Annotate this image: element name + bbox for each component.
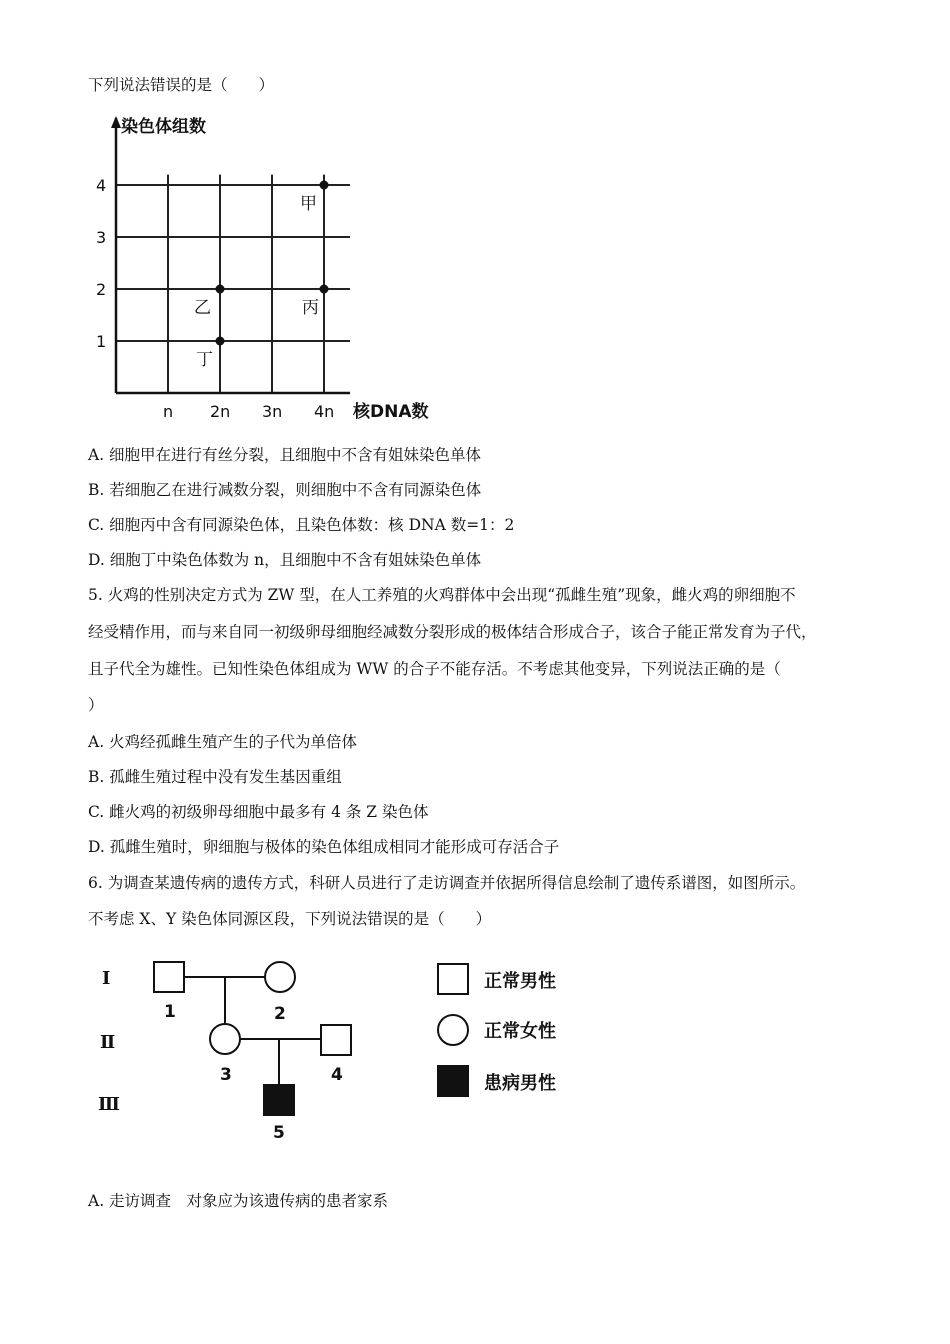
q4-option-b: B. 若细胞乙在进行减数分裂，则细胞中不含有同源染色体 (88, 481, 482, 499)
legend-affected-male-icon (438, 1066, 468, 1096)
q5-stem-line-4: ） (88, 696, 104, 714)
generation-label-3: Ⅲ (98, 1094, 120, 1115)
x-tick-label: 3n (262, 402, 283, 421)
q5-stem-line-2: 经受精作用，而与来自同一初级卵母细胞经减数分裂形成的极体结合形成合子，该合子能正常发育为子代， (88, 623, 817, 641)
point-甲 (320, 181, 329, 190)
question-intro: 下列说法错误的是（ ） (88, 76, 275, 94)
member-number-5: 5 (273, 1123, 285, 1143)
y-axis-arrow (111, 116, 121, 128)
y-tick-label: 1 (96, 332, 107, 351)
pedigree-member-3-circle (210, 1024, 240, 1054)
x-tick-label: 2n (210, 402, 231, 421)
y-tick-label: 3 (96, 228, 107, 247)
x-tick-label: n (163, 402, 174, 421)
member-number-4: 4 (331, 1065, 343, 1085)
q5-stem-line-1: 5. 火鸡的性别决定方式为 ZW 型，在人工养殖的火鸡群体中会出现“孤雌生殖”现象，雌火鸡的卵细胞不 (88, 586, 796, 604)
point-乙 (216, 285, 225, 294)
x-axis-label: 核DNA数 (353, 402, 429, 422)
point-label: 甲 (300, 194, 317, 214)
q5-option-b: B. 孤雌生殖过程中没有发生基因重组 (88, 768, 342, 786)
q4-option-a: A. 细胞甲在进行有丝分裂，且细胞中不含有姐妹染色单体 (88, 446, 482, 464)
y-tick-label: 2 (96, 280, 107, 299)
point-丙 (320, 285, 329, 294)
legend-normal-female-icon (438, 1015, 468, 1045)
member-number-2: 2 (274, 1004, 286, 1024)
pedigree-member-5-affected-square (264, 1085, 294, 1115)
pedigree-member-4-square (321, 1025, 351, 1055)
q6-stem-line-2: 不考虑 X、Y 染色体同源区段，下列说法错误的是（ ） (88, 910, 492, 928)
y-axis-label: 染色体组数 (121, 117, 206, 137)
q4-option-d: D. 细胞丁中染色体数为 n，且细胞中不含有姐妹染色单体 (88, 551, 482, 569)
q5-stem-line-3: 且子代全为雄性。已知性染色体组成为 WW 的合子不能存活。不考虑其他变异，下列说法正确的是（ (88, 660, 781, 678)
point-label: 乙 (194, 298, 211, 318)
q5-option-a: A. 火鸡经孤雌生殖产生的子代为单倍体 (88, 733, 358, 751)
legend-affected-male-label: 患病男性 (484, 1073, 556, 1094)
point-label: 丙 (302, 298, 319, 318)
q5-option-c: C. 雌火鸡的初级卵母细胞中最多有 4 条 Z 染色体 (88, 803, 429, 821)
legend-normal-female-label: 正常女性 (484, 1021, 556, 1042)
q6-option-a: A. 走访调查 对象应为该遗传病的患者家系 (88, 1192, 389, 1210)
pedigree-chart (88, 948, 588, 1148)
x-tick-label: 4n (314, 402, 335, 421)
q4-option-c: C. 细胞丙中含有同源染色体，且染色体数：核 DNA 数=1：2 (88, 516, 515, 534)
pedigree-member-2-circle (265, 962, 295, 992)
generation-label-2: Ⅱ (100, 1032, 116, 1053)
chromosome-dna-chart (88, 108, 438, 428)
member-number-1: 1 (164, 1002, 176, 1022)
member-number-3: 3 (220, 1065, 232, 1085)
legend-normal-male-label: 正常男性 (484, 971, 556, 992)
generation-label-1: Ⅰ (102, 968, 111, 989)
point-丁 (216, 337, 225, 346)
q6-stem-line-1: 6. 为调查某遗传病的遗传方式，科研人员进行了走访调查并依据所得信息绘制了遗传系谱图，如图所示。 (88, 874, 806, 892)
legend-normal-male-icon (438, 964, 468, 994)
y-tick-label: 4 (96, 176, 107, 195)
q5-option-d: D. 孤雌生殖时，卵细胞与极体的染色体组成相同才能形成可存活合子 (88, 838, 560, 856)
pedigree-member-1-square (154, 962, 184, 992)
chart-axes (96, 116, 350, 421)
point-label: 丁 (196, 350, 213, 370)
